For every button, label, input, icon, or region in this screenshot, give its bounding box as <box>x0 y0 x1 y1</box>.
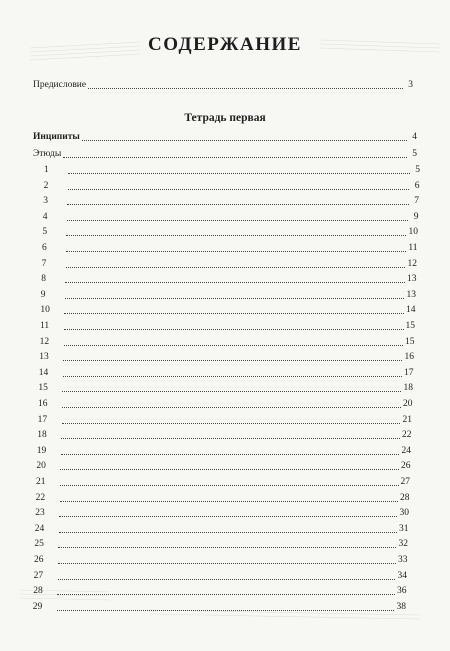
leader-dots <box>60 484 399 486</box>
toc-entry-etude <box>44 180 420 192</box>
toc-entry-page: 33 <box>398 555 408 565</box>
toc-entry-label: 17 <box>37 414 48 425</box>
toc-entry-etude <box>36 476 410 488</box>
toc-entry-label: 5 <box>42 227 48 238</box>
toc-entry-page: 21 <box>402 414 412 425</box>
toc-entry-page: 6 <box>414 180 420 191</box>
toc-entry-page: 32 <box>398 539 408 550</box>
leader-dots <box>61 453 400 455</box>
leader-dots <box>62 422 401 424</box>
toc-entry-page: 22 <box>401 430 412 441</box>
toc-entry-label: Предисловие <box>33 80 87 90</box>
leader-dots <box>68 188 410 190</box>
toc-entry-label: 12 <box>39 336 50 347</box>
toc-entry-page: 38 <box>396 601 406 612</box>
toc-entry-etude <box>36 460 410 472</box>
toc-entry-page: 30 <box>399 508 409 519</box>
toc-entry-etudes <box>33 148 417 160</box>
toc-entry-etude <box>41 273 416 285</box>
toc-entry-page: 12 <box>407 258 417 269</box>
toc-entry-etude <box>37 429 411 441</box>
toc-entry-page: 10 <box>408 227 418 238</box>
toc-entry-page: 7 <box>414 196 419 207</box>
toc-entry-etude <box>34 570 407 582</box>
leader-dots <box>65 297 405 299</box>
toc-entry-page: 13 <box>406 274 417 285</box>
leader-dots <box>57 609 395 611</box>
toc-entry-preface <box>33 79 413 91</box>
toc-entry-label: 6 <box>42 243 47 253</box>
toc-entry-page: 20 <box>403 399 413 409</box>
toc-entry-etude <box>35 523 409 535</box>
leader-dots <box>63 156 407 158</box>
toc-entry-etude <box>33 601 406 613</box>
toc-entry-etude <box>42 242 418 254</box>
toc-entry-page: 28 <box>399 492 410 503</box>
toc-entry-label: 27 <box>33 570 44 581</box>
toc-entry-etude <box>36 492 410 504</box>
toc-entry-page: 27 <box>400 477 410 487</box>
toc-entry-label: 15 <box>38 383 48 394</box>
leader-dots <box>82 139 407 141</box>
toc-entry-label: 29 <box>32 601 43 612</box>
toc-entry-page: 13 <box>406 289 416 300</box>
toc-entry-page: 5 <box>415 165 420 175</box>
toc-entry-etude <box>38 398 413 410</box>
toc-entry-label: 8 <box>41 274 46 285</box>
toc-entry-page: 16 <box>404 352 414 363</box>
toc-entry-etude <box>42 226 418 238</box>
toc-entry-label: 14 <box>38 367 49 378</box>
toc-entry-label: 21 <box>36 477 46 487</box>
leader-dots <box>59 531 397 533</box>
toc-entry-etude <box>43 211 419 223</box>
toc-entry-etude <box>41 289 416 301</box>
leader-dots <box>58 562 396 564</box>
toc-entry-page: 26 <box>400 461 411 472</box>
leader-dots <box>66 266 406 268</box>
leader-dots <box>62 406 401 408</box>
toc-entry-label: 9 <box>40 289 46 300</box>
toc-entry-etude <box>39 351 414 363</box>
leader-dots <box>63 375 402 377</box>
toc-entry-page: 5 <box>412 149 417 159</box>
toc-entry-label: 10 <box>40 305 50 316</box>
leader-dots <box>67 203 409 205</box>
toc-entry-page: 3 <box>408 80 413 90</box>
toc-entry-etude <box>40 304 415 316</box>
toc-entry-etude <box>34 554 408 566</box>
leader-dots <box>58 578 396 580</box>
toc-entry-label: 1 <box>44 165 49 175</box>
toc-entry-label: 2 <box>43 180 49 191</box>
toc-entry-page: 15 <box>404 336 415 347</box>
toc-entry-page: 34 <box>397 570 407 581</box>
toc-entry-etude <box>44 164 420 176</box>
toc-entry-label: 26 <box>34 555 44 565</box>
toc-entry-label: 25 <box>34 539 44 550</box>
leader-dots <box>67 219 409 221</box>
leader-dots <box>64 328 404 330</box>
toc-entry-label: 13 <box>39 352 49 363</box>
leader-dots <box>64 344 403 346</box>
toc-entry-page: 36 <box>396 586 407 597</box>
toc-entry-etude <box>38 382 413 394</box>
toc-entry-page: 31 <box>398 523 409 534</box>
leader-dots <box>58 546 396 548</box>
toc-entry-label: 24 <box>34 523 45 534</box>
toc-entry-label: 16 <box>38 399 48 409</box>
toc-entry-etude <box>43 195 419 207</box>
leader-dots <box>64 312 404 314</box>
toc-entry-incipits <box>33 131 417 143</box>
toc-entry-label: 28 <box>33 586 43 597</box>
leader-dots <box>60 468 399 470</box>
toc-entry-etude <box>33 585 406 597</box>
leader-dots <box>88 87 403 89</box>
leader-dots <box>62 390 401 392</box>
toc-entry-label: 19 <box>36 445 47 456</box>
toc-entry-label: 7 <box>41 258 47 269</box>
toc-entry-etude <box>39 367 414 379</box>
toc-entry-page: 9 <box>413 211 419 222</box>
leader-dots <box>68 172 410 174</box>
toc-entry-page: 14 <box>405 305 416 316</box>
toc-entry-label: Этюды <box>33 149 62 159</box>
leader-dots <box>59 515 397 517</box>
leader-dots <box>65 281 405 283</box>
toc-entry-label: 18 <box>37 430 47 441</box>
toc-entry-etude <box>37 445 411 457</box>
toc-entry-etude <box>42 258 417 270</box>
toc-entry-page: 17 <box>403 367 414 378</box>
toc-entry-page: 24 <box>401 445 411 456</box>
toc-entry-label: 23 <box>35 508 45 519</box>
toc-entry-page: 11 <box>408 243 418 253</box>
toc-entry-etude <box>34 538 408 550</box>
toc-entry-etude <box>35 507 409 519</box>
toc-entry-page: 4 <box>412 132 417 142</box>
toc-entry-page: 18 <box>403 383 413 394</box>
toc-entry-label: 3 <box>43 196 48 207</box>
toc-entry-label: 22 <box>35 492 46 503</box>
toc-entry-etude <box>40 320 415 332</box>
leader-dots <box>63 359 402 361</box>
leader-dots <box>61 437 400 439</box>
leader-dots <box>66 234 406 236</box>
toc-entry-etude <box>38 414 412 426</box>
toc-entry-label: 11 <box>40 321 50 331</box>
leader-dots <box>60 500 398 502</box>
toc-entry-label: 20 <box>36 461 46 472</box>
leader-dots <box>57 593 395 595</box>
toc-entry-page: 15 <box>405 321 415 331</box>
toc-entry-label: 4 <box>42 211 48 222</box>
section-title: Тетрадь первая <box>184 112 266 124</box>
page-title: СОДЕРЖАНИЕ <box>148 34 302 55</box>
toc-entry-label: Инципиты <box>33 132 80 142</box>
leader-dots <box>66 250 406 252</box>
toc-entry-etude <box>40 336 415 348</box>
